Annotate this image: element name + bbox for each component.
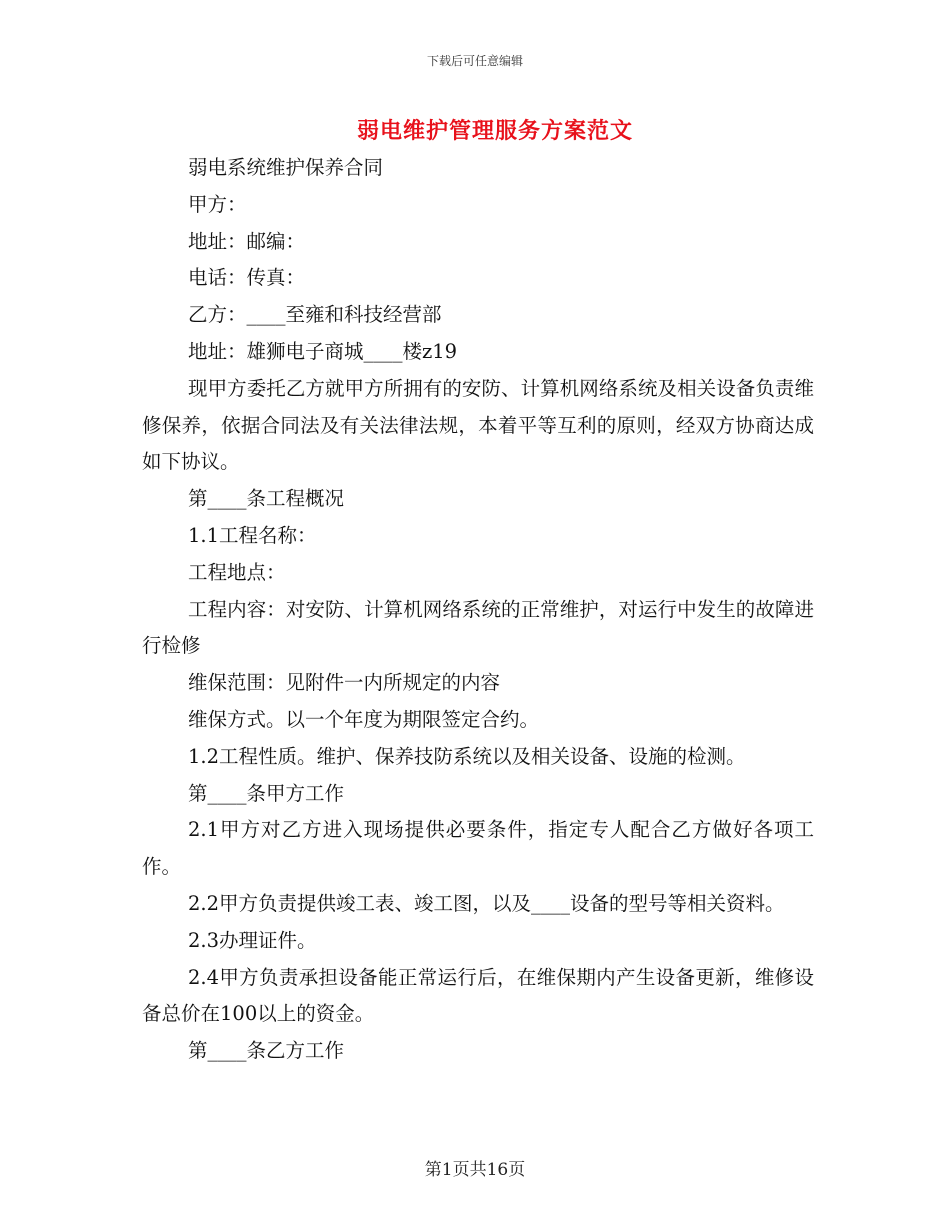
paragraph: 电话：传真：: [188, 266, 306, 290]
header-note: 下载后可任意编辑: [426, 54, 523, 68]
paragraph: 2.2甲方负责提供竣工表、竣工图，以及____设备的型号等相关资料。: [188, 891, 785, 915]
paragraph: 1.2工程性质。维护、保养技防系统以及相关设备、设施的检测。: [188, 744, 746, 768]
section-heading: 第____条工程概况: [188, 487, 345, 511]
paragraph: 2.1甲方对乙方进入现场提供必要条件，指定专人配合乙方做好各项工作。: [142, 818, 814, 879]
paragraph: 乙方：____至雍和科技经营部: [188, 303, 442, 327]
paragraph: 维保方式。以一个年度为期限签定合约。: [188, 707, 540, 731]
section-heading: 第____条乙方工作: [188, 1039, 345, 1063]
paragraph: 地址：雄狮电子商城____楼z19: [188, 339, 458, 363]
paragraph: 甲方：: [188, 192, 247, 216]
paragraph: 地址：邮编：: [188, 229, 306, 253]
paragraph: 维保范围：见附件一内所规定的内容: [188, 671, 501, 695]
paragraph: 1.1工程名称：: [188, 523, 317, 547]
page-footer: 第1页共16页: [424, 1160, 526, 1180]
document-title: 弱电维护管理服务方案范文: [356, 118, 633, 144]
section-heading: 第____条甲方工作: [188, 781, 345, 805]
document-body: [142, 150, 814, 1070]
paragraph: 弱电系统维护保养合同: [188, 156, 384, 179]
paragraph: 现甲方委托乙方就甲方所拥有的安防、计算机网络系统及相关设备负责维修保养，依据合同法及有关法律法规，本着平等互利的原则，经双方协商达成如下协议。: [142, 376, 814, 474]
paragraph: 工程内容：对安防、计算机网络系统的正常维护，对运行中发生的故障进行检修: [142, 597, 814, 658]
paragraph: 2.3办理证件。: [188, 928, 317, 952]
paragraph: 工程地点：: [188, 560, 286, 584]
paragraph: 2.4甲方负责承担设备能正常运行后，在维保期内产生设备更新，维修设备总价在100以上的资金。: [142, 965, 814, 1026]
